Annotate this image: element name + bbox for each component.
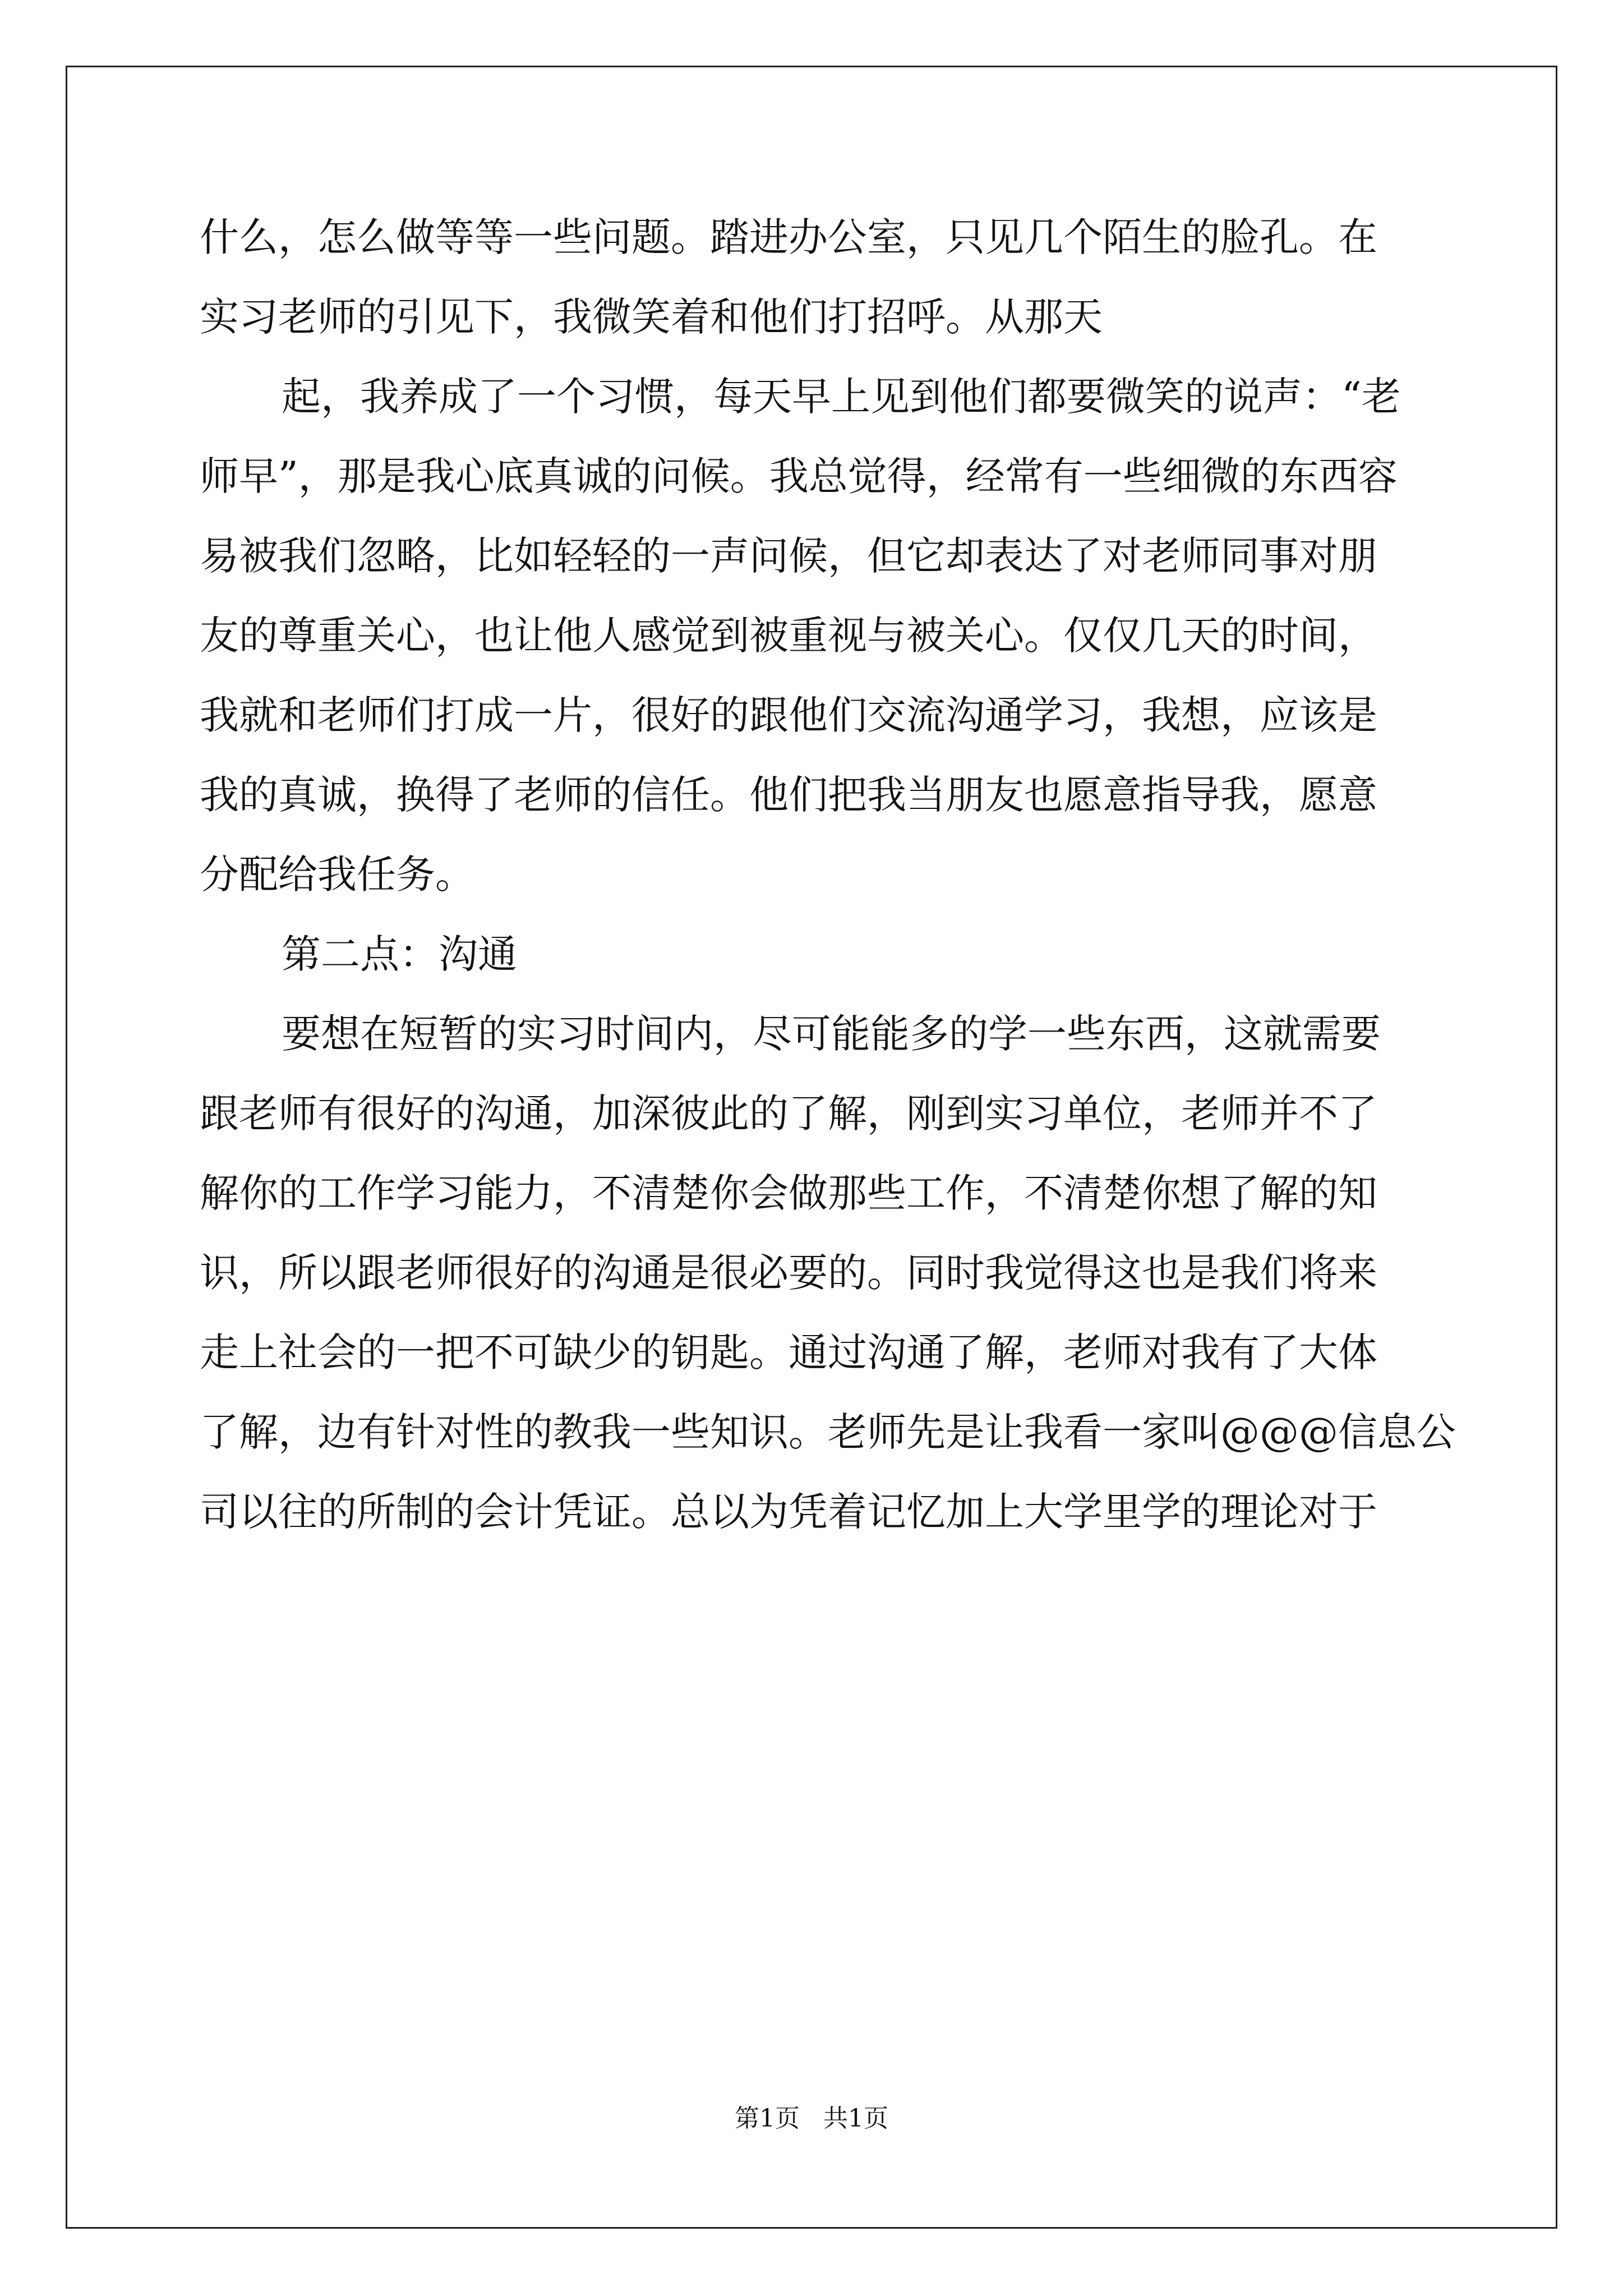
- text-line: 要想在短暂的实习时间内，尽可能能多的学一些东西，这就需要: [282, 1011, 1381, 1057]
- text-line: 我的真诚，换得了老师的信任。他们把我当朋友也愿意指导我，愿意: [200, 772, 1377, 818]
- text-line: 跟老师有很好的沟通，加深彼此的了解，刚到实习单位，老师并不了: [200, 1091, 1377, 1137]
- text-line: 我就和老师们打成一片，很好的跟他们交流沟通学习，我想，应该是: [200, 692, 1377, 738]
- text-line: 解你的工作学习能力，不清楚你会做那些工作，不清楚你想了解的知: [200, 1170, 1377, 1216]
- text-line: 什么，怎么做等等一些问题。踏进办公室，只见几个陌生的脸孔。在: [200, 214, 1377, 260]
- document-body: [200, 214, 1456, 1571]
- text-line: 走上社会的一把不可缺少的钥匙。通过沟通了解，老师对我有了大体: [200, 1329, 1377, 1375]
- text-line: 起，我养成了一个习惯，每天早上见到他们都要微笑的说声：“老: [282, 374, 1401, 420]
- text-line: 师早”，那是我心底真诚的问候。我总觉得，经常有一些细微的东西容: [200, 453, 1398, 499]
- text-line: 实习老师的引见下，我微笑着和他们打招呼。从那天: [200, 294, 1103, 340]
- text-line: 司以往的所制的会计凭证。总以为凭着记忆加上大学里学的理论对于: [200, 1489, 1377, 1535]
- text-line: 了解，边有针对性的教我一些知识。老师先是让我看一家叫@@@信息公: [200, 1409, 1456, 1455]
- text-line: 友的尊重关心，也让他人感觉到被重视与被关心。仅仅几天的时间，: [200, 613, 1377, 659]
- section-heading: 第二点：沟通: [282, 931, 517, 977]
- text-line: 分配给我任务。: [200, 852, 474, 898]
- text-line: 识，所以跟老师很好的沟通是很必要的。同时我觉得这也是我们将来: [200, 1250, 1377, 1296]
- text-line: 易被我们忽略，比如轻轻的一声问候，但它却表达了对老师同事对朋: [200, 533, 1377, 579]
- page-number-footer: 第1页 共1页: [735, 2104, 888, 2133]
